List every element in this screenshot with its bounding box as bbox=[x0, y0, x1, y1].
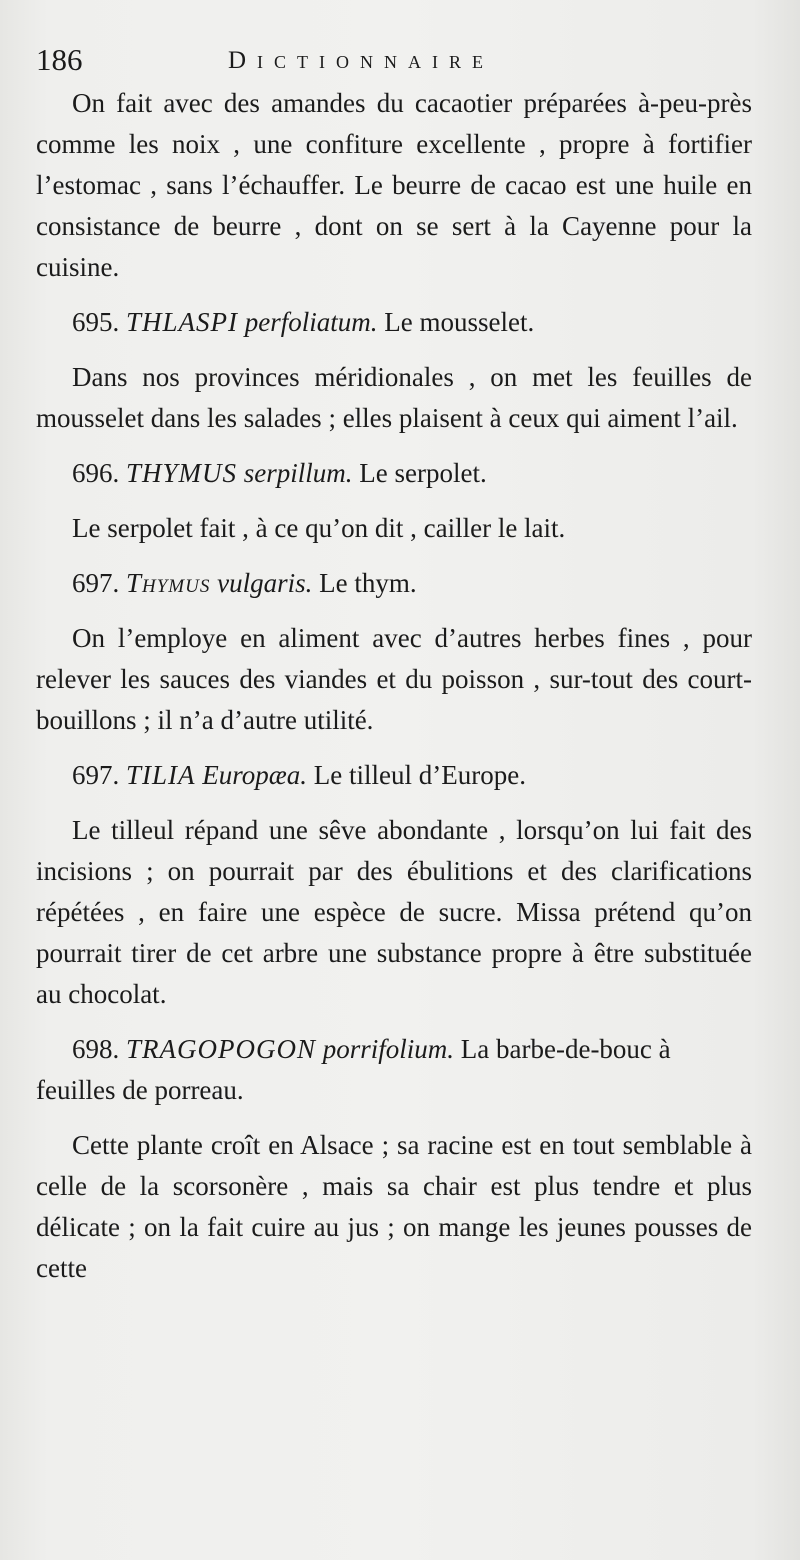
page-header bbox=[36, 40, 760, 84]
entry-common-name: Le serpolet. bbox=[359, 458, 487, 488]
paragraph-mousselet: Dans nos provinces méridionales , on met les feuilles de mousselet dans les salades ; elles plaisent à ceux qui aiment l’ail. bbox=[36, 362, 752, 433]
paragraph-tragopogon: Cette plante croît en Alsace ; sa racine est en tout semblable à celle de la scorsonère , mais sa chair est plus tendre et plus délicate ; on la fait cuire au jus ; on mange les jeunes pousses de cette bbox=[36, 1130, 752, 1283]
entry-698 bbox=[36, 1029, 752, 1111]
entry-common-name: Le mousselet. bbox=[384, 307, 535, 337]
entry-genus: TILIA bbox=[126, 760, 196, 790]
entry-species: perfoliatum. bbox=[244, 307, 378, 337]
entry-number: 697. bbox=[72, 568, 120, 598]
entry-species: porrifolium. bbox=[322, 1034, 455, 1064]
entry-genus: THYMUS bbox=[126, 458, 238, 488]
entry-number: 697. bbox=[72, 760, 120, 790]
entry-common-name: La barbe-de-bouc à feuilles de porreau. bbox=[36, 1034, 671, 1105]
entry-common-name: Le thym. bbox=[319, 568, 417, 598]
entry-697-thym bbox=[36, 563, 752, 604]
entry-number: 695. bbox=[72, 307, 120, 337]
page-number: 186 bbox=[36, 42, 83, 77]
paragraph-tilleul: Le tilleul répand une sêve abondante , lorsqu’on lui fait des incisions ; on pourrait par des ébulitions et des clarifications répétées , en faire une espèce de sucre. Missa prétend qu’on pourrait tirer de cet arbre une substance propre à être substituée au chocolat. bbox=[36, 815, 752, 1009]
entry-696 bbox=[36, 453, 752, 494]
entry-genus: Thymus bbox=[126, 568, 211, 598]
entry-genus: THLASPI bbox=[126, 307, 239, 337]
paragraph-thym: On l’employe en aliment avec d’autres herbes fines , pour relever les sauces des viandes et du poisson , sur-tout des court-bouillons ; il n’a d’autre utilité. bbox=[36, 623, 752, 735]
entry-species: serpillum. bbox=[243, 458, 353, 488]
entry-species: vulgaris. bbox=[217, 568, 313, 598]
entry-common-name: Le tilleul d’Europe. bbox=[313, 760, 526, 790]
entry-697-tilleul bbox=[36, 755, 752, 796]
paragraph-cacao: On fait avec des amandes du cacaotier préparées à-peu-près comme les noix , une confiture excellente , propre à fortifier l’estomac , sans l’échauffer. Le beurre de cacao est une huile en consistance de beurre , dont on se sert à la Cayenne pour la cuisine. bbox=[36, 88, 752, 282]
entry-number: 698. bbox=[72, 1034, 120, 1064]
running-head: Dictionnaire bbox=[228, 47, 495, 74]
entry-695 bbox=[36, 302, 752, 343]
page-body bbox=[36, 83, 752, 1303]
paragraph-serpolet: Le serpolet fait , à ce qu’on dit , cailler le lait. bbox=[72, 513, 566, 543]
entry-genus: TRAGOPOGON bbox=[126, 1034, 316, 1064]
entry-species: Europæa. bbox=[202, 760, 308, 790]
entry-number: 696. bbox=[72, 458, 120, 488]
